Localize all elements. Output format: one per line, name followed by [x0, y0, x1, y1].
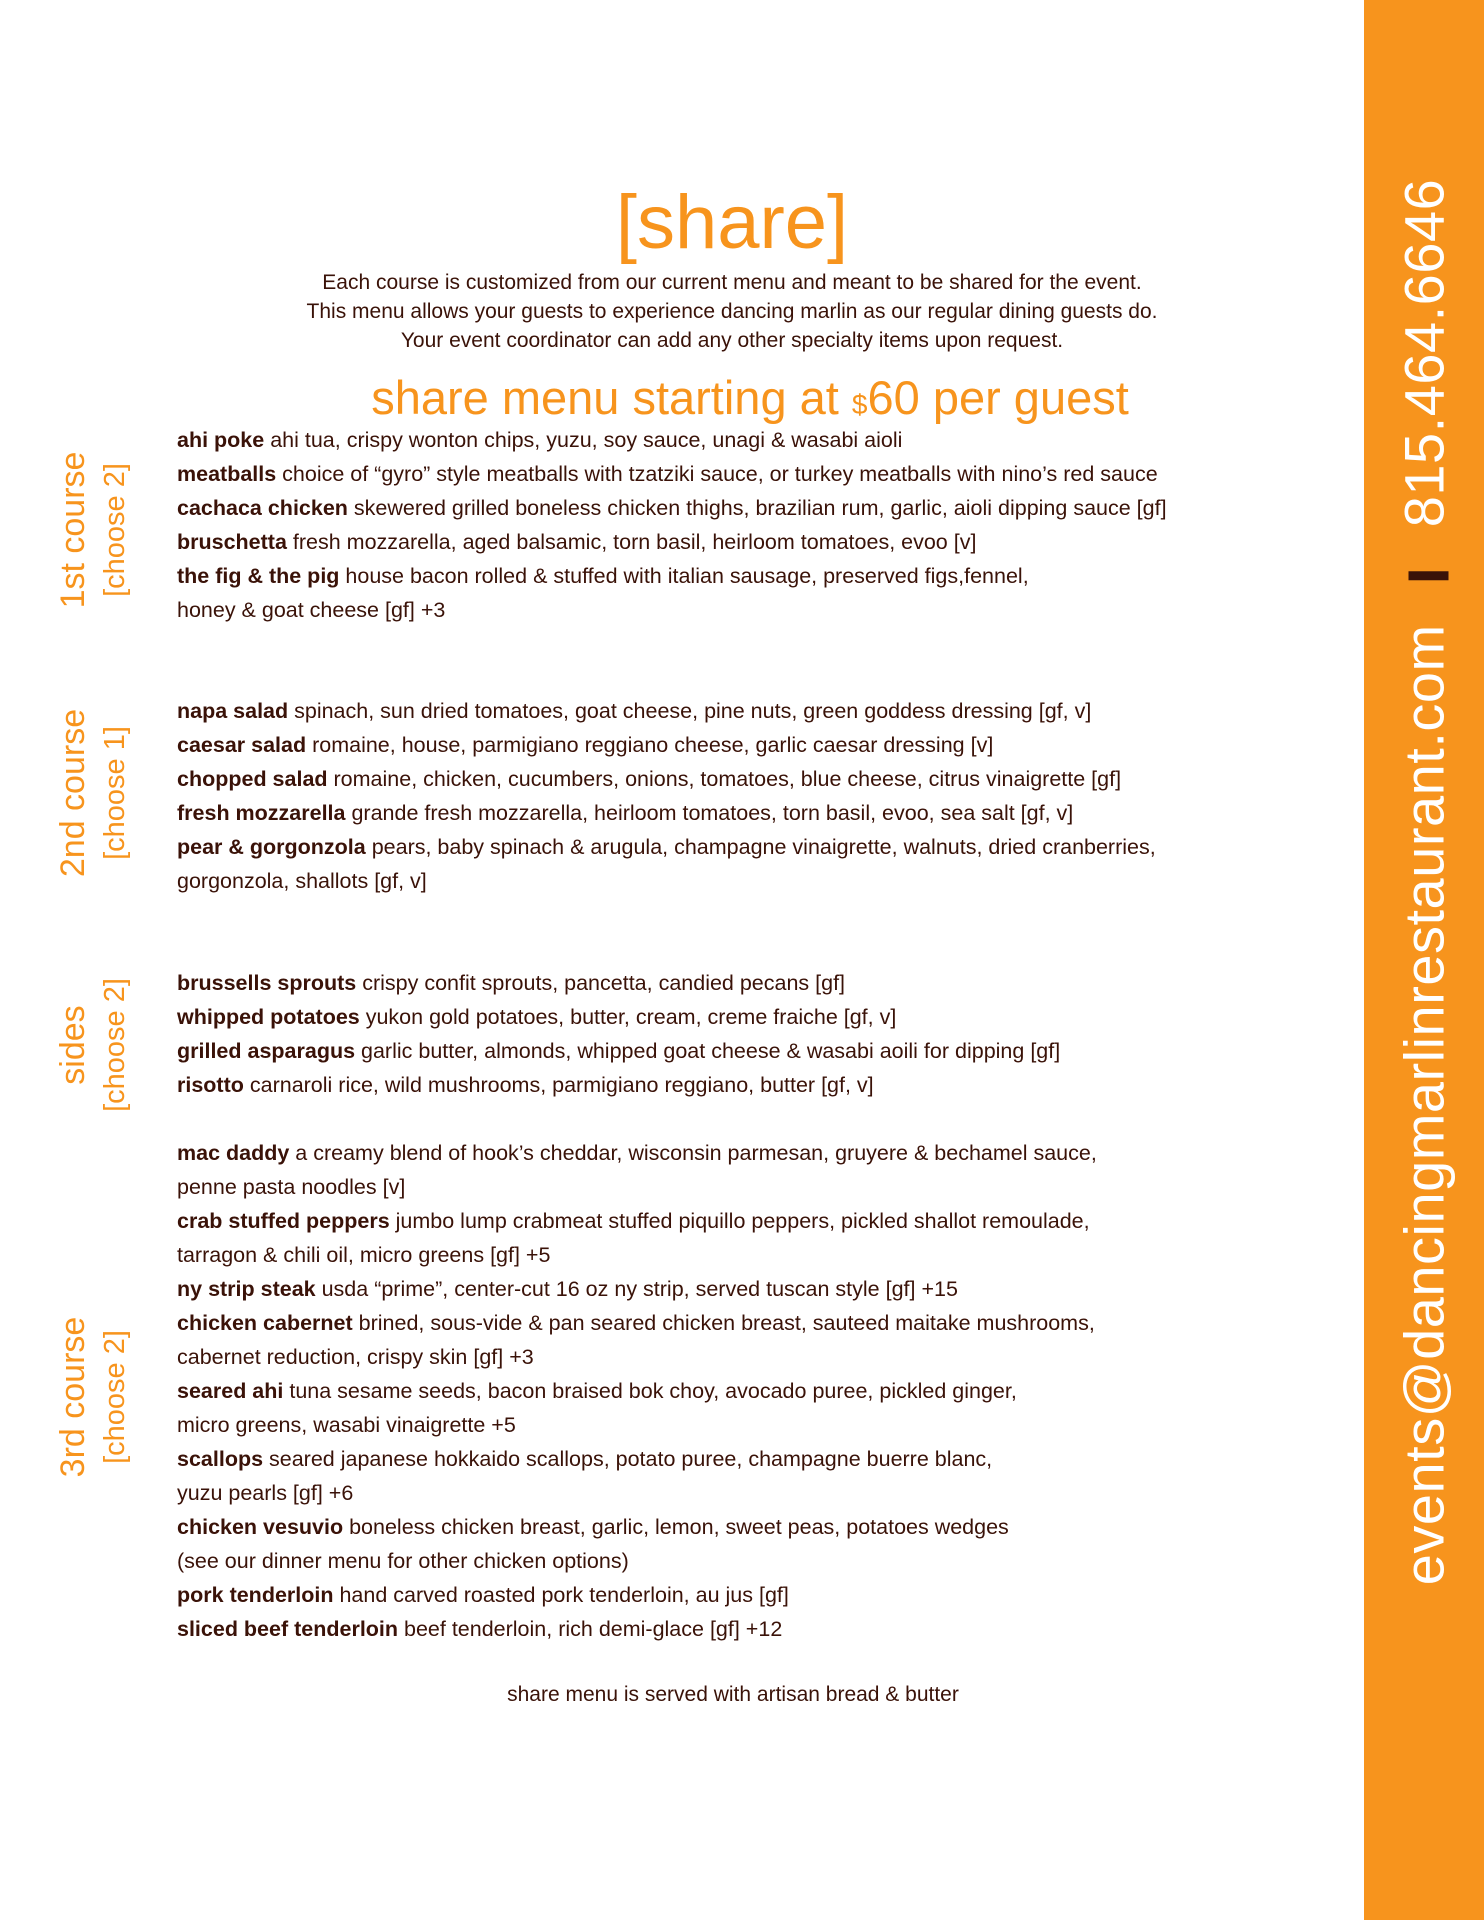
- item-desc-cont: yuzu pearls [gf] +6: [177, 1481, 354, 1505]
- item-name: pear & gorgonzola: [177, 835, 366, 859]
- item-name: chopped salad: [177, 767, 328, 791]
- section-items-sides: [177, 966, 1337, 1102]
- item-name: chicken cabernet: [177, 1311, 353, 1335]
- section-items-2nd-course: [177, 694, 1337, 898]
- item-desc: romaine, house, parmigiano reggiano cheese, garlic caesar dressing [v]: [306, 733, 994, 757]
- item-name: bruschetta: [177, 530, 287, 554]
- menu-item: [177, 728, 1337, 762]
- section-label: 1st course: [54, 451, 92, 609]
- item-desc: brined, sous-vide & pan seared chicken breast, sauteed maitake mushrooms,: [352, 1311, 1095, 1335]
- item-desc: beef tenderloin, rich demi-glace [gf] +12: [398, 1617, 783, 1641]
- menu-item: [177, 1204, 1337, 1272]
- intro-line: Each course is customized from our current menu and meant to be shared for the event.: [322, 271, 1142, 294]
- menu-item: [177, 796, 1337, 830]
- item-desc: hand carved roasted pork tenderloin, au jus [gf]: [333, 1583, 789, 1607]
- item-name: seared ahi: [177, 1379, 284, 1403]
- menu-item: [177, 491, 1337, 525]
- section-items-1st-course: [177, 423, 1337, 627]
- section-label: 2nd course: [54, 708, 92, 878]
- intro-text: [0, 268, 1464, 355]
- section-label-sides: [35, 845, 155, 1245]
- item-name: the fig & the pig: [177, 564, 340, 588]
- item-desc-cont: cabernet reduction, crispy skin [gf] +3: [177, 1345, 534, 1369]
- item-desc: fresh mozzarella, aged balsamic, torn basil, heirloom tomatoes, evoo [v]: [286, 530, 977, 554]
- item-desc: crispy confit sprouts, pancetta, candied pecans [gf]: [356, 971, 846, 995]
- menu-item: [177, 559, 1337, 627]
- item-desc: tuna sesame seeds, bacon braised bok choy, avocado puree, pickled ginger,: [283, 1379, 1017, 1403]
- menu-item: [177, 1000, 1337, 1034]
- item-name: sliced beef tenderloin: [177, 1617, 399, 1641]
- menu-item: [177, 1306, 1337, 1374]
- item-name: mac daddy: [177, 1141, 290, 1165]
- menu-item: [177, 457, 1337, 491]
- section-label-3rd-course: [35, 1197, 155, 1597]
- item-desc-cont: micro greens, wasabi vinaigrette +5: [177, 1413, 516, 1437]
- section-label: sides: [54, 1005, 92, 1085]
- menu-item: [177, 1374, 1337, 1442]
- section-sublabel: [choose 2]: [99, 978, 131, 1112]
- item-name: ahi poke: [177, 428, 265, 452]
- item-desc: pears, baby spinach & arugula, champagne vinaigrette, walnuts, dried cranberries,: [365, 835, 1156, 859]
- menu-item: [177, 1442, 1337, 1510]
- item-name: chicken vesuvio: [177, 1515, 344, 1539]
- item-name: grilled asparagus: [177, 1039, 356, 1063]
- item-name: scallops: [177, 1447, 264, 1471]
- item-desc: seared japanese hokkaido scallops, potato puree, champagne buerre blanc,: [263, 1447, 993, 1471]
- menu-item: [177, 1136, 1337, 1204]
- price-suffix: per guest: [919, 371, 1129, 424]
- item-desc-cont: tarragon & chili oil, micro greens [gf] +5: [177, 1243, 551, 1267]
- item-name: meatballs: [177, 462, 277, 486]
- item-name: caesar salad: [177, 733, 307, 757]
- menu-item: [177, 1612, 1337, 1646]
- section-sublabel: [choose 2]: [99, 1330, 131, 1464]
- item-desc: ahi tua, crispy wonton chips, yuzu, soy sauce, unagi & wasabi aioli: [264, 428, 903, 452]
- item-name: ny strip steak: [177, 1277, 316, 1301]
- phone-link[interactable]: 815.464.6646: [1392, 178, 1456, 528]
- menu-item: [177, 423, 1337, 457]
- menu-item: [177, 966, 1337, 1000]
- item-desc: garlic butter, almonds, whipped goat cheese & wasabi aoili for dipping [gf]: [355, 1039, 1061, 1063]
- menu-item: [177, 762, 1337, 796]
- item-desc-cont: penne pasta noodles [v]: [177, 1175, 406, 1199]
- item-desc: grande fresh mozzarella, heirloom tomatoes, torn basil, evoo, sea salt [gf, v]: [345, 801, 1074, 825]
- item-desc: yukon gold potatoes, butter, cream, creme fraiche [gf, v]: [359, 1005, 897, 1029]
- item-name: crab stuffed peppers: [177, 1209, 390, 1233]
- item-desc: carnaroli rice, wild mushrooms, parmigiano reggiano, butter [gf, v]: [243, 1073, 874, 1097]
- item-desc: skewered grilled boneless chicken thighs, brazilian rum, garlic, aioli dipping sauce [gf]: [347, 496, 1167, 520]
- item-desc: choice of “gyro” style meatballs with tzatziki sauce, or turkey meatballs with nino’s red sauce: [276, 462, 1158, 486]
- item-desc: jumbo lump crabmeat stuffed piquillo peppers, pickled shallot remoulade,: [389, 1209, 1090, 1233]
- section-label: 3rd course: [54, 1316, 92, 1478]
- menu-item: [177, 1578, 1337, 1612]
- separator-bar: [1409, 571, 1449, 580]
- price-currency: $: [851, 389, 868, 420]
- section-items-3rd-course: [177, 1136, 1337, 1646]
- item-desc-cont: gorgonzola, shallots [gf, v]: [177, 869, 427, 893]
- page-title: [share]: [615, 180, 849, 265]
- item-desc-cont: (see our dinner menu for other chicken options): [177, 1549, 629, 1573]
- menu-item: [177, 1034, 1337, 1068]
- item-name: pork tenderloin: [177, 1583, 334, 1607]
- item-desc: house bacon rolled & stuffed with italian sausage, preserved figs,fennel,: [339, 564, 1029, 588]
- item-desc: boneless chicken breast, garlic, lemon, sweet peas, potatoes wedges: [343, 1515, 1009, 1539]
- menu-item: [177, 1068, 1337, 1102]
- item-name: cachaca chicken: [177, 496, 348, 520]
- menu-item: [177, 694, 1337, 728]
- item-desc: romaine, chicken, cucumbers, onions, tomatoes, blue cheese, citrus vinaigrette [gf]: [327, 767, 1122, 791]
- intro-line: Your event coordinator can add any other specialty items upon request.: [400, 329, 1064, 352]
- price-prefix: share menu starting at: [371, 371, 852, 424]
- item-desc: usda “prime”, center-cut 16 oz ny strip, served tuscan style [gf] +15: [315, 1277, 958, 1301]
- item-name: brussells sprouts: [177, 971, 357, 995]
- intro-line: This menu allows your guests to experience dancing marlin as our regular dining guests do.: [306, 300, 1158, 323]
- section-sublabel: [choose 1]: [99, 726, 131, 860]
- item-name: fresh mozzarella: [177, 801, 346, 825]
- section-sublabel: [choose 2]: [99, 463, 131, 597]
- email-link[interactable]: events@dancingmarlinrestaurant.com: [1392, 624, 1456, 1586]
- item-name: risotto: [177, 1073, 244, 1097]
- menu-item: [177, 1272, 1337, 1306]
- item-name: whipped potatoes: [177, 1005, 360, 1029]
- item-desc: a creamy blend of hook’s cheddar, wisconsin parmesan, gruyere & bechamel sauce,: [289, 1141, 1097, 1165]
- footer-note: share menu is served with artisan bread & butter: [507, 1683, 959, 1706]
- menu-item: [177, 830, 1337, 898]
- menu-item: [177, 1510, 1337, 1578]
- price-amount: 60: [867, 371, 920, 424]
- item-name: napa salad: [177, 699, 289, 723]
- item-desc: spinach, sun dried tomatoes, goat cheese, pine nuts, green goddess dressing [gf, v]: [288, 699, 1092, 723]
- item-desc-cont: honey & goat cheese [gf] +3: [177, 598, 446, 622]
- menu-item: [177, 525, 1337, 559]
